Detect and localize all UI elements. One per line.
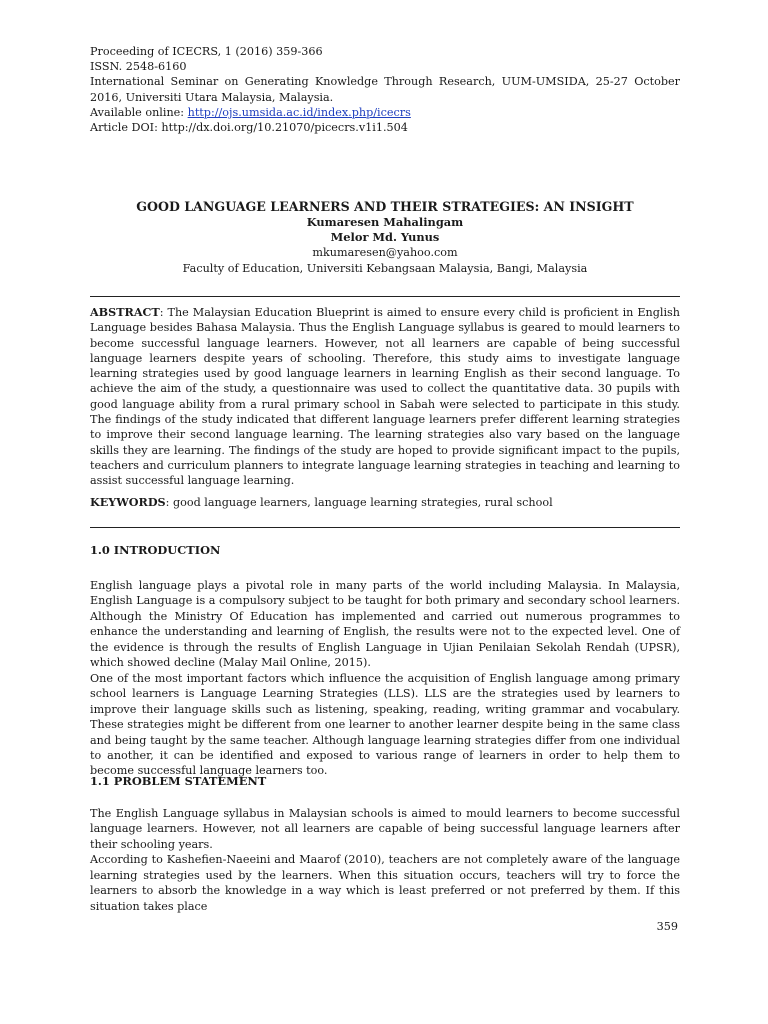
available-online bbox=[90, 105, 680, 120]
abstract bbox=[90, 305, 680, 489]
author-2: Melor Md. Yunus bbox=[330, 230, 440, 245]
introduction-body bbox=[90, 578, 680, 779]
keywords-label: KEYWORDS bbox=[90, 495, 166, 509]
proceeding-citation: Proceeding of ICECRS, 1 (2016) 359-366 bbox=[90, 45, 323, 58]
introduction-heading: 1.0 INTRODUCTION bbox=[90, 543, 221, 557]
introduction-paragraph-1: English language plays a pivotal role in many parts of the world including Malaysia. In Malaysia, English Language is a compulsory subject to be taught for both primary and secondary school learners. Although the Ministry Of Education has implemented and carried out numerous programmes to enhance the understanding and learning of English, the results were not to the expected level. One of the evidence is through the results of English Language in Ujian Penilaian Sekolah Rendah (UPSR), which showed decline (Malay Mail Online, 2015). bbox=[90, 579, 680, 670]
abstract-text: : The Malaysian Education Blueprint is aimed to ensure every child is proficient in English Language besides Bahasa Malaysia. Thus the English Language syllabus is geared to mould learners to become successful language learners. However, not all learners are capable of being successful language learners despite years of schooling. Therefore, this study aims to investigate language learning strategies used by good language learners in learning English as their second language. To achieve the aim of the study, a questionnaire was used to collect the quantitative data. 30 pupils with good language ability from a rural primary school in Sabah were selected to participate in this study. The findings of the study indicated that different language learners prefer different learning strategies to improve their second language learning. The learning strategies also vary based on the language skills they are learning. The findings of the study are hoped to provide significant impact to the pupils, teachers and curriculum planners to integrate language learning strategies in teaching and learning to assist successful language learning. bbox=[90, 306, 680, 488]
author-email: mkumaresen@yahoo.com bbox=[312, 246, 458, 260]
issn: ISSN. 2548-6160 bbox=[90, 60, 187, 74]
problem-statement-heading: 1.1 PROBLEM STATEMENT bbox=[90, 774, 267, 788]
article-doi: Article DOI: http://dx.doi.org/10.21070/picecrs.v1i1.504 bbox=[90, 121, 408, 135]
paper-title: GOOD LANGUAGE LEARNERS AND THEIR STRATEGIES: AN INSIGHT bbox=[136, 199, 634, 214]
problem-paragraph-1: The English Language syllabus in Malaysian schools is aimed to mould learners to become successful language learners. However, not all learners are capable of being successful language learners after their schooling years. bbox=[90, 807, 680, 851]
author-affiliation: Faculty of Education, Universiti Kebangsaan Malaysia, Bangi, Malaysia bbox=[182, 261, 588, 275]
author-1: Kumaresen Mahalingam bbox=[306, 215, 464, 229]
title-block bbox=[90, 198, 680, 276]
keywords-text: : good language learners, language learning strategies, rural school bbox=[165, 496, 553, 509]
seminar-info: International Seminar on Generating Knowledge Through Research, UUM-UMSIDA, 25-27 October 2016, Universiti Utara Malaysia, Malaysia. bbox=[90, 75, 680, 104]
bottom-divider bbox=[90, 527, 680, 528]
journal-link[interactable]: http://ojs.umsida.ac.id/index.php/icecrs bbox=[187, 105, 411, 119]
problem-paragraph-2: According to Kashefien-Naeeini and Maarof (2010), teachers are not completely aware of the language learning strategies used by the learners. When this situation occurs, teachers will try to force the learners to absorb the knowledge in a way which is least preferred or not preferred by them. If this situation takes place bbox=[90, 853, 680, 913]
abstract-label: ABSTRACT bbox=[90, 305, 160, 319]
keywords bbox=[90, 495, 680, 510]
available-online-label: Available online: bbox=[90, 105, 188, 119]
proceeding-header bbox=[90, 44, 680, 135]
problem-statement-body bbox=[90, 806, 680, 914]
introduction-paragraph-2: One of the most important factors which influence the acquisition of English language among primary school learners is Language Learning Strategies (LLS). LLS are the strategies used by learners to improve their language skills such as listening, speaking, reading, writing grammar and vocabulary. These strategies might be different from one learner to another learner despite being in the same class and being taught by the same teacher. Although language learning strategies differ from one individual to another, it can be identified and exposed to various range of learners in order to help them to become successful language learners too. bbox=[90, 671, 680, 778]
top-divider bbox=[90, 296, 680, 297]
page-number: 359 bbox=[656, 920, 678, 933]
